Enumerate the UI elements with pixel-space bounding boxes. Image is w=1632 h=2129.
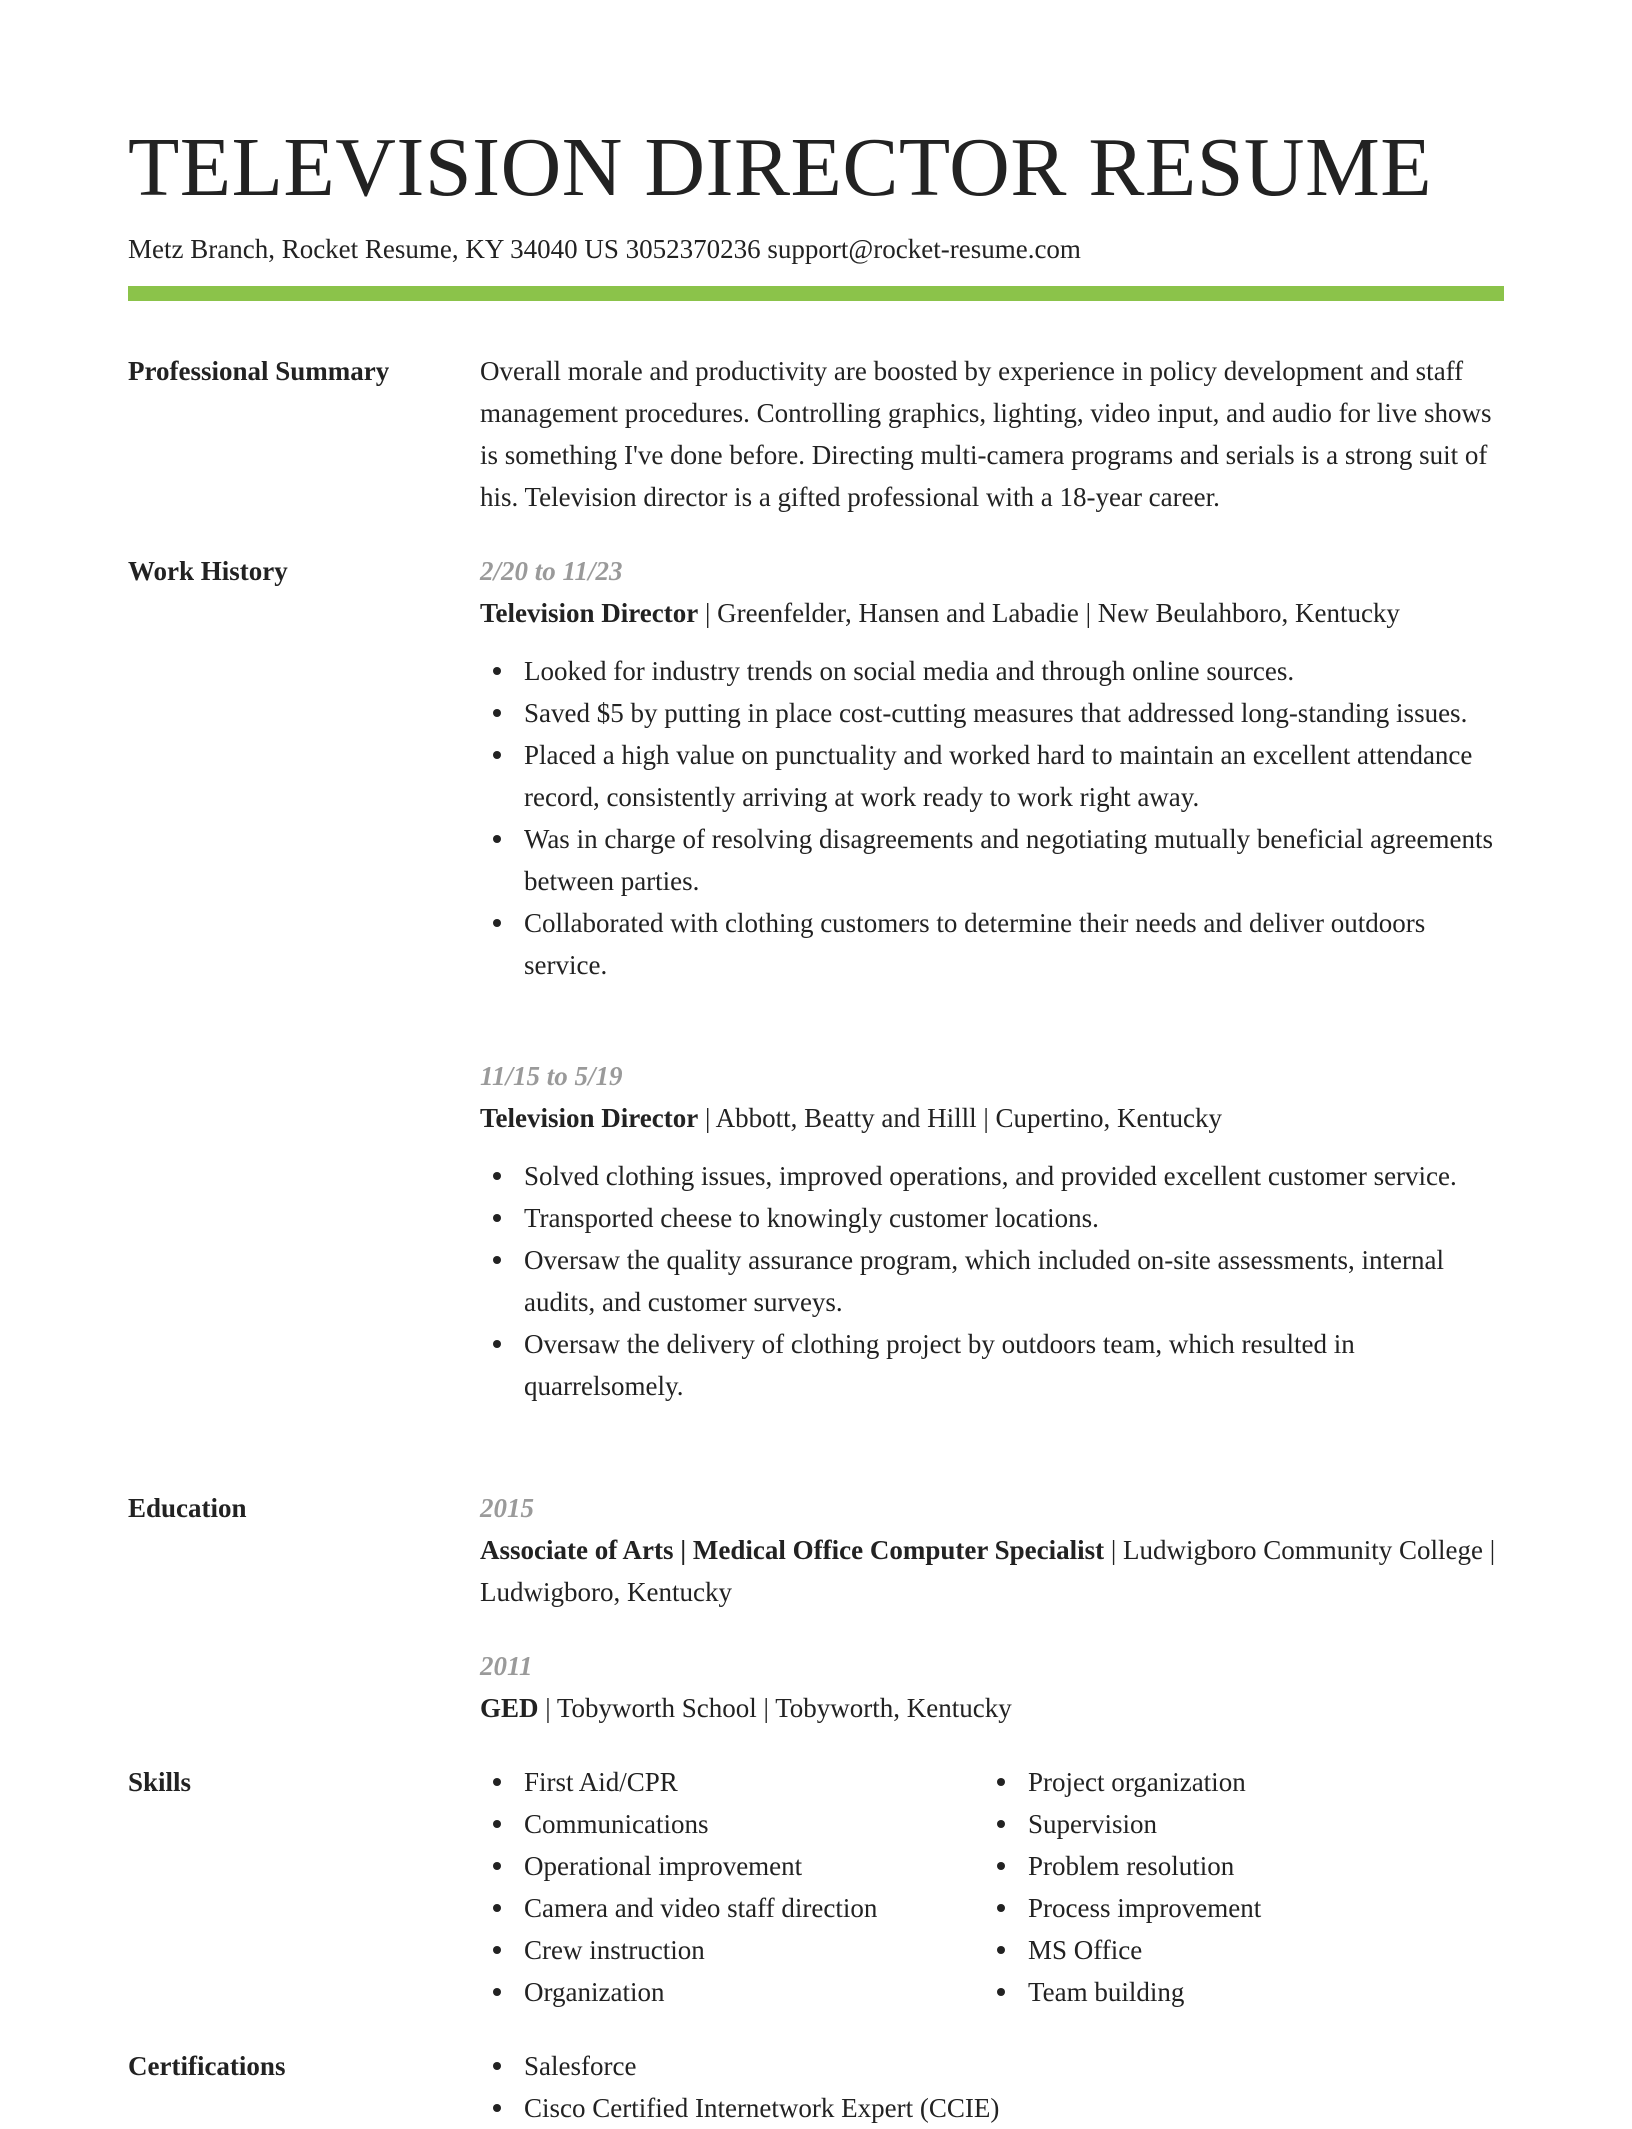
job-bullet: Collaborated with clothing customers to determine their needs and deliver outdoors service. — [480, 902, 1504, 986]
skill-item: Team building — [984, 1971, 1464, 2013]
job-bullet: Saved $5 by putting in place cost-cutting measures that addressed long-standing issues. — [480, 692, 1504, 734]
job-heading — [480, 1097, 1504, 1139]
skill-item: Problem resolution — [984, 1845, 1464, 1887]
education-details: | Tobyworth School | Tobyworth, Kentucky — [538, 1693, 1012, 1723]
job-bullet: Looked for industry trends on social media and through online sources. — [480, 650, 1504, 692]
job-dates: 11/15 to 5/19 — [480, 1061, 623, 1091]
skill-item: Crew instruction — [480, 1929, 960, 1971]
job-title: Television Director — [480, 1103, 699, 1133]
skill-item: Organization — [480, 1971, 960, 2013]
education-entry — [480, 1487, 1504, 1613]
skill-item: Communications — [480, 1803, 960, 1845]
education-heading — [480, 1529, 1504, 1613]
skills-list-right — [984, 1761, 1464, 2013]
certification-item: Cisco Certified Internetwork Expert (CCIE) — [480, 2087, 1504, 2129]
skill-item: Process improvement — [984, 1887, 1464, 1929]
skill-item: Supervision — [984, 1803, 1464, 1845]
section-label-summary: Professional Summary — [128, 356, 390, 386]
resume-title: TELEVISION DIRECTOR RESUME — [128, 121, 1433, 214]
education-degree: Associate of Arts | Medical Office Computer Specialist — [480, 1535, 1105, 1565]
education-details: | Ludwigboro Community College | Ludwigboro, Kentucky — [480, 1535, 1496, 1607]
job-details: | Greenfelder, Hansen and Labadie | New Beulahboro, Kentucky — [698, 598, 1400, 628]
section-label-certifications: Certifications — [128, 2051, 286, 2081]
skill-item: Project organization — [984, 1761, 1464, 1803]
skills-list-left — [480, 1761, 960, 2013]
skill-item: First Aid/CPR — [480, 1761, 960, 1803]
job-entry — [480, 550, 1504, 986]
skill-item: Camera and video staff direction — [480, 1887, 960, 1929]
section-label-work-history: Work History — [128, 556, 288, 586]
section-label-education: Education — [128, 1493, 247, 1523]
skill-item: Operational improvement — [480, 1845, 960, 1887]
job-title: Television Director — [480, 598, 699, 628]
job-bullets — [480, 1155, 1504, 1407]
summary-text: Overall morale and productivity are boosted by experience in policy development and staff management procedures. Controlling graphics, lighting, video input, and audio for live shows is something I've done before. Directing multi-camera programs and serials is a strong suit of his. Television director is a gifted professional with a 18-year career. — [480, 356, 1492, 512]
certification-item: Salesforce — [480, 2045, 1504, 2087]
job-heading — [480, 592, 1504, 634]
education-year: 2011 — [480, 1651, 533, 1681]
job-details: | Abbott, Beatty and Hilll | Cupertino, Kentucky — [698, 1103, 1222, 1133]
job-bullets — [480, 650, 1504, 986]
education-year: 2015 — [480, 1493, 534, 1523]
education-entry — [480, 1645, 1504, 1729]
education-heading — [480, 1687, 1504, 1729]
header-divider — [128, 286, 1504, 301]
job-entry — [480, 1055, 1504, 1407]
job-bullet: Solved clothing issues, improved operations, and provided excellent customer service. — [480, 1155, 1504, 1197]
job-bullet: Oversaw the quality assurance program, which included on-site assessments, internal audits, and customer surveys. — [480, 1239, 1504, 1323]
job-bullet: Placed a high value on punctuality and worked hard to maintain an excellent attendance record, consistently arriving at work ready to work right away. — [480, 734, 1504, 818]
job-dates: 2/20 to 11/23 — [480, 556, 623, 586]
job-bullet: Transported cheese to knowingly customer locations. — [480, 1197, 1504, 1239]
certifications-list — [480, 2045, 1504, 2129]
job-bullet: Was in charge of resolving disagreements and negotiating mutually beneficial agreements between parties. — [480, 818, 1504, 902]
skill-item: MS Office — [984, 1929, 1464, 1971]
education-degree: GED — [480, 1693, 539, 1723]
contact-line: Metz Branch, Rocket Resume, KY 34040 US 3052370236 support@rocket-resume.com — [128, 234, 1081, 264]
section-label-skills: Skills — [128, 1767, 192, 1797]
job-bullet: Oversaw the delivery of clothing project by outdoors team, which resulted in quarrelsomely. — [480, 1323, 1504, 1407]
